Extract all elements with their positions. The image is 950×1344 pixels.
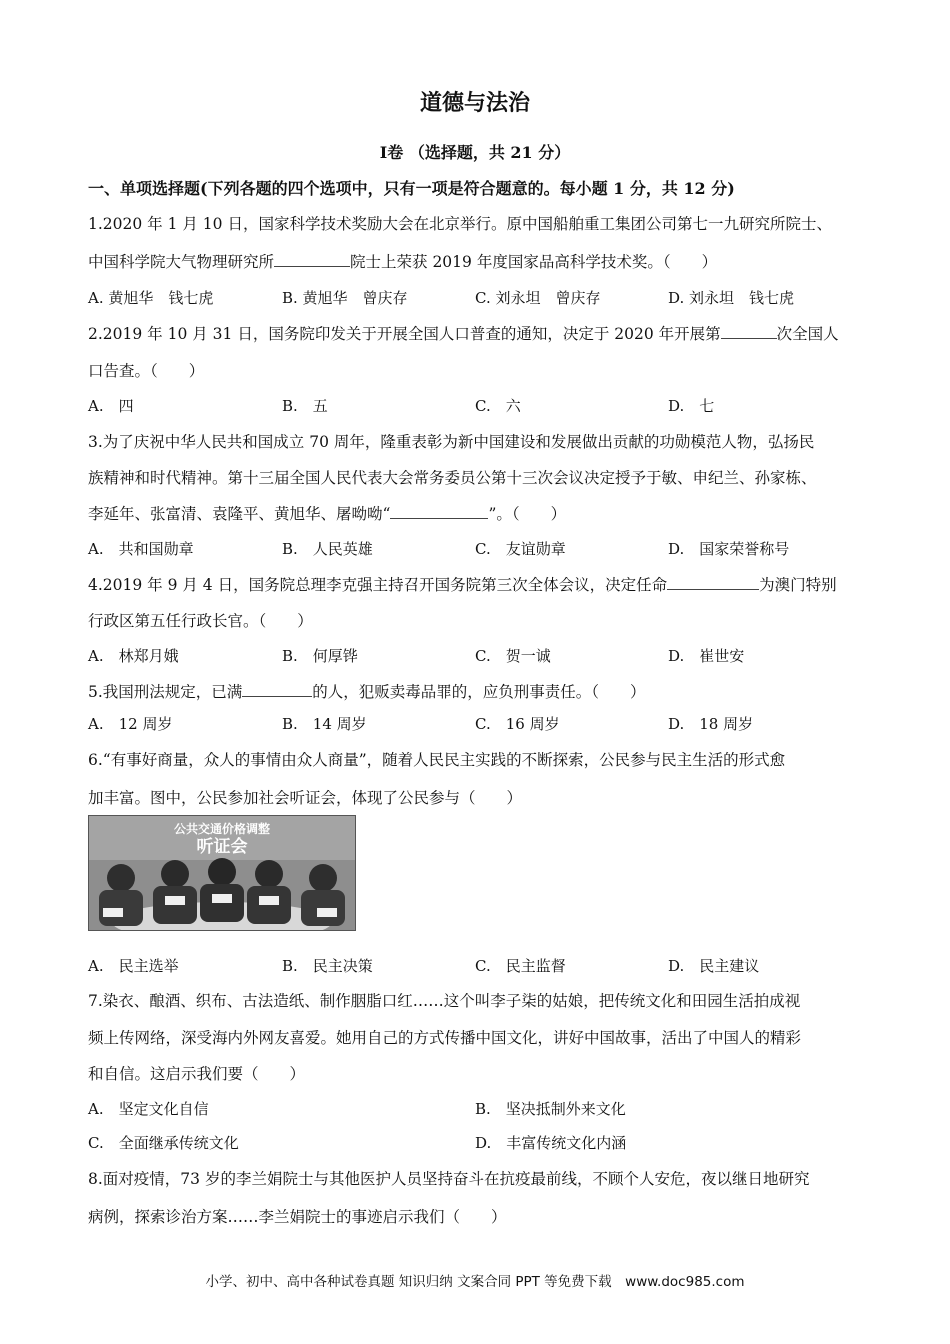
question-1-option-b[interactable]: B. 黄旭华 曾庆存 [282,289,408,307]
question-1-option-c[interactable]: C. 刘永坦 曾庆存 [475,289,601,307]
question-6-option-a[interactable]: A. 民主选举 [88,957,179,975]
question-4-option-b[interactable]: B. 何厚铧 [282,647,358,665]
question-7-option-b[interactable]: B. 坚决抵制外来文化 [475,1100,626,1118]
question-4-option-a[interactable]: A. 林郑月娥 [88,647,179,665]
question-2-option-a[interactable]: A. 四 [88,397,134,415]
question-1-line-2: 中国科学院大气物理研究所 院士上荣获 2019 年度国家品高科学技术奖。（ ） [88,253,718,271]
question-4-line-1: 4.2019 年 9 月 4 日，国务院总理李克强主持召开国务院第三次全体会议，决定任命 为澳门特别 [88,576,837,594]
question-2-line-1: 2.2019 年 10 月 31 日，国务院印发关于开展全国人口普查的通知，决定于 2020 年开展第 次全国人 [88,325,839,343]
question-5-option-c[interactable]: C. 16 周岁 [475,715,560,733]
question-4-option-d[interactable]: D. 崔世安 [668,647,745,665]
page-footer[interactable]: 小学、初中、高中各种试卷真题 知识归纳 文案合同 PPT 等免费下载 www.doc985.com [205,1274,745,1290]
question-7-option-a[interactable]: A. 坚定文化自信 [88,1100,209,1118]
question-3-option-c[interactable]: C. 友谊勋章 [475,540,566,558]
question-2-option-d[interactable]: D. 七 [668,397,715,415]
question-3-line-3: 李延年、张富清、袁隆平、黄旭华、屠呦呦“ ”。（ ） [88,505,567,523]
answer-blank [274,252,350,267]
question-5-option-d[interactable]: D. 18 周岁 [668,715,754,733]
answer-blank [721,324,777,339]
question-6-line-1: 6.“有事好商量，众人的事情由众人商量”，随着人民民主实践的不断探索，公民参与民主生活的形式愈 [88,751,786,769]
question-1-option-a[interactable]: A. 黄旭华 钱七虎 [88,289,214,307]
question-5-line-1: 5.我国刑法规定，已满 的人，犯贩卖毒品罪的，应负刑事责任。（ ） [88,683,646,701]
question-2-option-b[interactable]: B. 五 [282,397,328,415]
answer-blank [242,682,312,697]
question-4-option-c[interactable]: C. 贺一诚 [475,647,551,665]
answer-blank [667,575,759,590]
answer-blank [390,504,488,519]
question-6-option-b[interactable]: B. 民主决策 [282,957,373,975]
question-6-line-2: 加丰富。图中，公民参加社会听证会，体现了公民参与（ ） [88,789,523,807]
question-7-line-2: 频上传网络，深受海内外网友喜爱。她用自己的方式传播中国文化，讲好中国故事，活出了中国人的精彩 [88,1029,802,1047]
question-7-line-1: 7.染衣、酿酒、织布、古法造纸、制作胭脂口红……这个叫李子柒的姑娘，把传统文化和田园生活拍成视 [88,992,801,1010]
question-7-line-3: 和自信。这启示我们要（ ） [88,1065,306,1083]
question-3-line-2: 族精神和时代精神。第十三届全国人民代表大会常务委员公第十三次会议决定授予于敏、申纪兰、孙家栋、 [88,469,817,487]
page-title: 道德与法治 [419,90,530,116]
banner-text: 公共交通价格调整 [173,822,271,836]
question-7-option-c[interactable]: C. 全面继承传统文化 [88,1134,239,1152]
question-1-option-d[interactable]: D. 刘永坦 钱七虎 [668,289,795,307]
hearing-meeting-illustration [89,816,355,930]
question-7-option-d[interactable]: D. 丰富传统文化内涵 [475,1134,627,1152]
section-heading: 一、单项选择题(下列各题的四个选项中，只有一项是符合题意的。每小题 1 分，共 12 分) [88,179,735,198]
question-6-option-d[interactable]: D. 民主建议 [668,957,760,975]
question-5-option-a[interactable]: A. 12 周岁 [88,715,173,733]
section-subtitle: Ⅰ卷 （选择题，共 21 分） [379,143,571,162]
question-3-option-b[interactable]: B. 人民英雄 [282,540,373,558]
question-8-line-2: 病例，探索诊治方案……李兰娟院士的事迹启示我们（ ） [88,1208,507,1226]
question-3-line-1: 3.为了庆祝中华人民共和国成立 70 周年，隆重表彰为新中国建设和发展做出贡献的功勋模范人物，弘扬民 [88,433,815,451]
question-8-line-1: 8.面对疫情，73 岁的李兰娟院士与其他医护人员坚持奋斗在抗疫最前线，不顾个人安危，夜以继日地研究 [88,1170,810,1188]
question-5-option-b[interactable]: B. 14 周岁 [282,715,367,733]
question-3-option-a[interactable]: A. 共和国勋章 [88,540,194,558]
hearing-meeting-photo [88,815,356,931]
banner-caption: 听证会 [196,837,248,857]
question-2-line-2: 口告查。（ ） [88,362,205,380]
question-4-line-2: 行政区第五任行政长官。（ ） [88,612,313,630]
question-6-option-c[interactable]: C. 民主监督 [475,957,566,975]
question-2-option-c[interactable]: C. 六 [475,397,521,415]
question-1-line-1: 1.2020 年 1 月 10 日，国家科学技术奖励大会在北京举行。原中国船舶重工集团公司第七一九研究所院士、 [88,215,832,233]
question-3-option-d[interactable]: D. 国家荣誉称号 [668,540,790,558]
